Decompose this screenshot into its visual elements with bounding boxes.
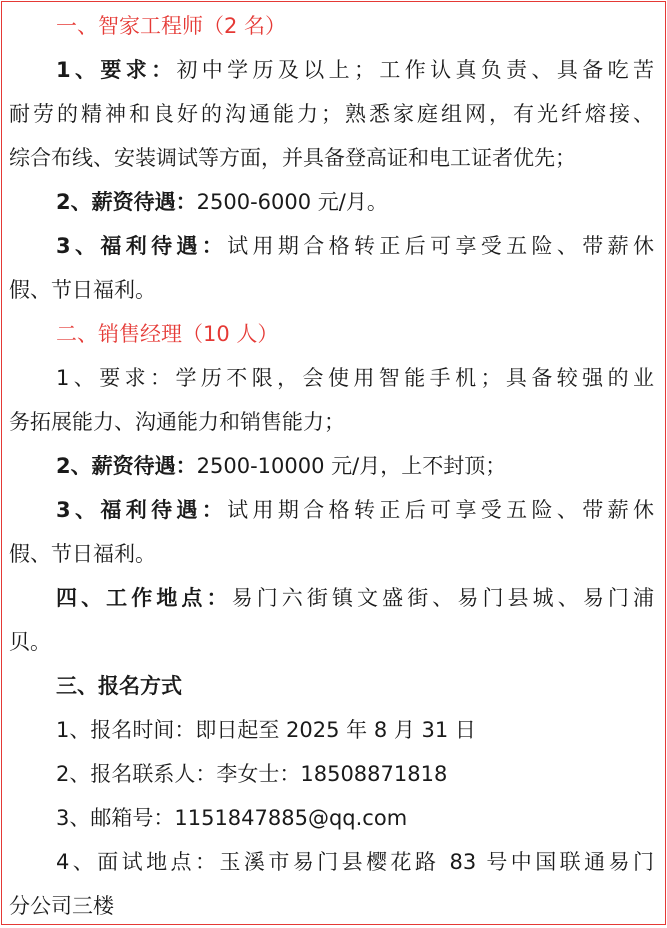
engineer-requirement-text-2: 耐劳的精神和良好的沟通能力；熟悉家庭组网，有光纤熔接、: [9, 102, 654, 126]
location-line-2: [9, 620, 654, 664]
signup-time-text: 1、报名时间：即日起至 2025 年 8 月 31 日: [56, 718, 476, 742]
engineer-salary-line: [9, 180, 654, 224]
signup-contact-line: [9, 752, 654, 796]
engineer-requirement-line-3: [9, 136, 654, 180]
sales-requirement-text-1: 1、要求：学历不限，会使用智能手机；具备较强的业: [56, 366, 654, 390]
engineer-heading-text: 一、智家工程师（2 名）: [56, 14, 287, 38]
signup-interview-text-2: 分公司三楼: [9, 894, 114, 918]
sales-heading: [9, 312, 654, 356]
signup-email-line: [9, 796, 654, 840]
signup-time-line: [9, 708, 654, 752]
signup-interview-line-1: [9, 840, 654, 884]
engineer-benefit-line-1: [9, 224, 654, 268]
sales-requirement-line-1: [9, 356, 654, 400]
location-line-1: [9, 576, 654, 620]
sales-benefit-line-2: [9, 532, 654, 576]
sales-benefit-text-2: 假、节日福利。: [9, 542, 156, 566]
sales-salary-label: 2、薪资待遇：: [56, 454, 197, 478]
engineer-heading: [9, 4, 654, 48]
signup-interview-line-2: [9, 884, 654, 928]
location-label: 四、工作地点：: [56, 586, 232, 610]
engineer-requirement-line-2: [9, 92, 654, 136]
signup-heading-text: 三、报名方式: [56, 674, 182, 698]
sales-benefit-text-1: 试用期合格转正后可享受五险、带薪休: [227, 498, 654, 522]
sales-benefit-label: 3、福利待遇：: [56, 498, 228, 522]
engineer-requirement-line-1: [9, 48, 654, 92]
recruitment-notice: [9, 4, 654, 928]
location-text-1: 易门六街镇文盛街、易门县城、易门浦: [231, 586, 654, 610]
sales-requirement-text-2: 务拓展能力、沟通能力和销售能力；: [9, 410, 345, 434]
engineer-salary-label: 2、薪资待遇：: [56, 190, 197, 214]
sales-requirement-line-2: [9, 400, 654, 444]
sales-salary-line: [9, 444, 654, 488]
sales-heading-text: 二、销售经理（10 人）: [56, 322, 279, 346]
signup-email-text: 3、邮箱号：1151847885@qq.com: [56, 806, 408, 830]
sales-salary-text: 2500-10000 元/月，上不封顶；: [196, 454, 507, 478]
engineer-requirement-text-1: 初中学历及以上；工作认真负责、具备吃苦: [176, 58, 654, 82]
signup-interview-text-1: 4、面试地点：玉溪市易门县樱花路 83 号中国联通易门: [56, 850, 654, 874]
engineer-salary-text: 2500-6000 元/月。: [196, 190, 388, 214]
sales-benefit-line-1: [9, 488, 654, 532]
signup-contact-text: 2、报名联系人：李女士：18508871818: [56, 762, 448, 786]
signup-heading: [9, 664, 654, 708]
engineer-requirement-label: 1、要求：: [56, 58, 177, 82]
engineer-benefit-line-2: [9, 268, 654, 312]
engineer-benefit-text-2: 假、节日福利。: [9, 278, 156, 302]
engineer-requirement-text-3: 综合布线、安装调试等方面，并具备登高证和电工证者优先；: [9, 146, 576, 170]
location-text-2: 贝。: [9, 630, 51, 654]
engineer-benefit-label: 3、福利待遇：: [56, 234, 228, 258]
engineer-benefit-text-1: 试用期合格转正后可享受五险、带薪休: [227, 234, 654, 258]
